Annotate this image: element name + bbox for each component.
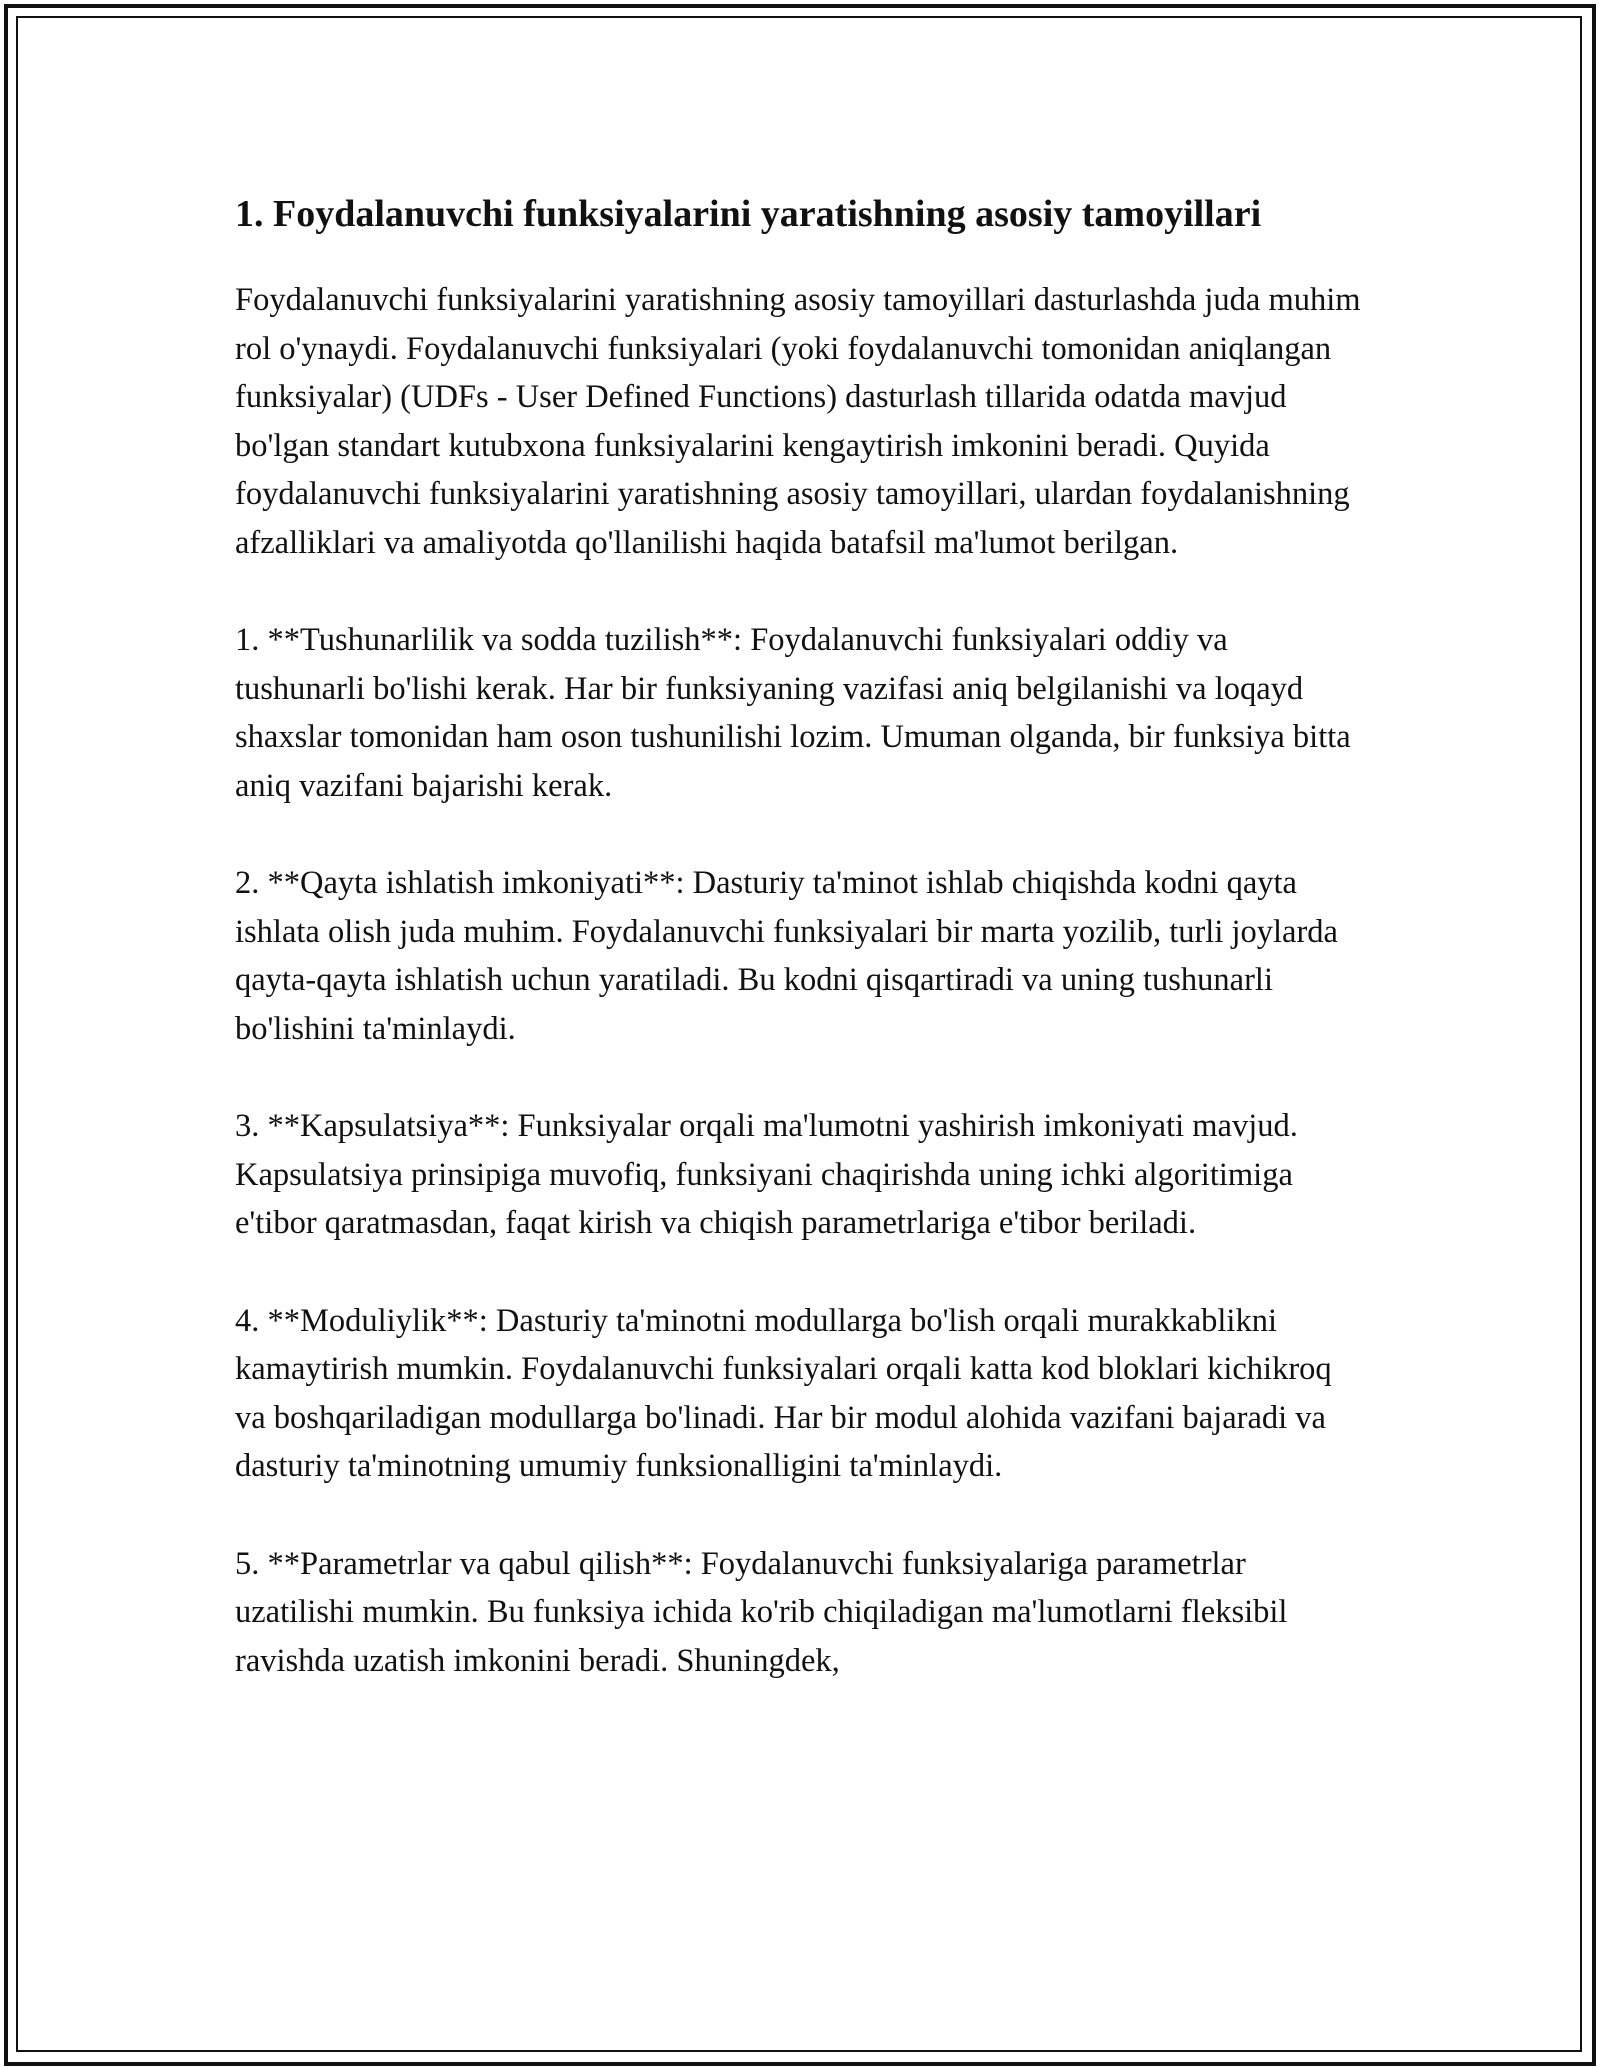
principle-item-1: 1. **Tushunarlilik va sodda tuzilish**: Foydalanuvchi funksiyalari oddiy va tushunarli bo'lishi kerak. Har bir funksiyaning vazifasi aniq belgilanishi va loqayd shaxslar tomonidan ham oson tushunilishi lozim. Umuman olganda, bir funksiya bitta aniq vazifani bajarishi kerak.: [235, 622, 1351, 804]
principle-item-3: 3. **Kapsulatsiya**: Funksiyalar orqali ma'lumotni yashirish imkoniyati mavjud. Kapsulatsiya prinsipiga muvofiq, funksiyani chaqirishda uning ichki algoritimiga e'tibor qaratmasdan, faqat kirish va chiqish parametrlariga e'tibor beriladi.: [235, 1108, 1298, 1241]
section-title: 1. Foydalanuvchi funksiyalarini yaratishning asosiy tamoyillari: [235, 193, 1262, 235]
principle-item-5: 5. **Parametrlar va qabul qilish**: Foydalanuvchi funksiyalariga parametrlar uzatilishi mumkin. Bu funksiya ichida ko'rib chiqiladigan ma'lumotlarni fleksibil ravishda uzatish imkonini beradi. Shuningdek,: [235, 1545, 1288, 1679]
intro-paragraph: Foydalanuvchi funksiyalarini yaratishning asosiy tamoyillari dasturlashda juda muhim rol o'ynaydi. Foydalanuvchi funksiyalari (yoki foydalanuvchi tomonidan aniqlangan funksiyalar) (UDFs - User Defined Functions) dasturlash tillarida odatda mavjud bo'lgan standart kutubxona funksiyalarini kengaytirish imkonini beradi. Quyida foydalanuvchi funksiyalarini yaratishning asosiy tamoyillari, ulardan foydalanishning afzalliklari va amaliyotda qo'llanilishi haqida batafsil ma'lumot berilgan.: [235, 282, 1361, 561]
principle-item-4: 4. **Moduliylik**: Dasturiy ta'minotni modullarga bo'lish orqali murakkablikni kamaytirish mumkin. Foydalanuvchi funksiyalari orqali katta kod bloklari kichikroq va boshqariladigan modullarga bo'linadi. Har bir modul alohida vazifani bajaradi va dasturiy ta'minotning umumiy funksionalligini ta'minlaydi.: [235, 1302, 1332, 1484]
principle-item-2: 2. **Qayta ishlatish imkoniyati**: Dasturiy ta'minot ishlab chiqishda kodni qayta ishlata olish juda muhim. Foydalanuvchi funksiyalari bir marta yozilib, turli joylarda qayta-qayta ishlatish uchun yaratiladi. Bu kodni qisqartiradi va uning tushunarli bo'lishini ta'minlaydi.: [235, 865, 1338, 1047]
document-body: [235, 186, 1365, 1734]
